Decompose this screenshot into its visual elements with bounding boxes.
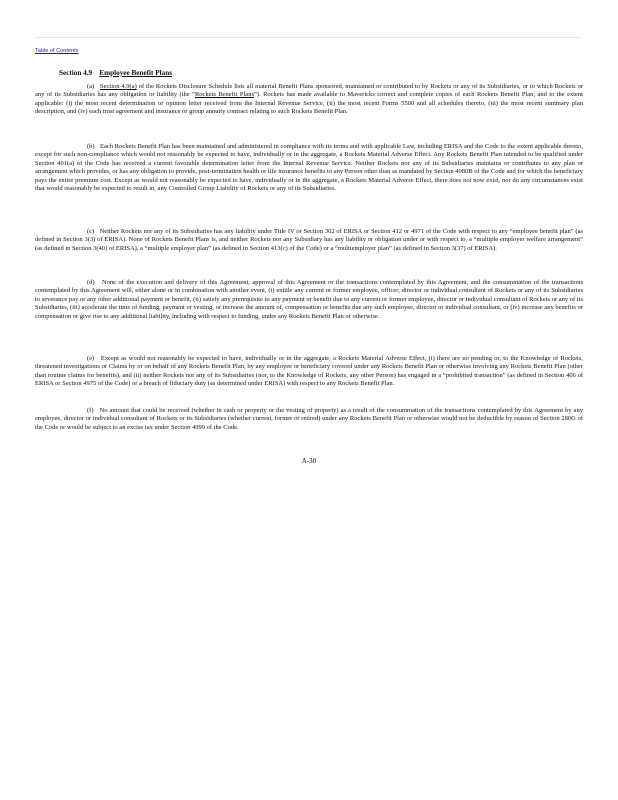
paragraph-a-label: (a)	[87, 83, 95, 90]
section-number: Section 4.9	[59, 69, 93, 77]
section-title: Employee Benefit Plans	[99, 69, 172, 77]
section-reference: Section 4.9(a)	[100, 83, 137, 90]
paragraph-d	[35, 279, 583, 321]
page-number: A-30	[301, 457, 317, 465]
paragraph-d-text: None of the execution and delivery of this Agreement, approval of this Agreement or the transactions contemplated by this Agreement, and the consummation of the transactions contemplated by this Agreement will, either alone or in combination with another event, (i) entitle any current or former employee, officer, director or individual consultant of Rockets or any of its Subsidiaries to severance pay or any other additional payment or benefit, (ii) satisfy any prerequisite to any payment or benefit due to any current or former employee, director or individual consultant of Rockets or any of its Subsidiaries, (iii) accelerate the time of funding, payment or vesting, or increase the amount of, compensation or benefits due any such employee, director or individual consultant, or (iv) increase any benefits or compensation or give rise to any additional liability, including with respect to funding, under any Rockets Benefit Plan or otherwise.	[35, 279, 584, 320]
paragraph-b-text: Each Rockets Benefit Plan has been maintained and administered in compliance with its terms and with applicable Law, including ERISA and the Code to the extent applicable thereto, except for such non-compliance which would not reasonably be expected to have, individually or in the aggregate, a Rockets Material Adverse Effect. Any Rockets Benefit Plan intended to be qualified under Section 401(a) of the Code has received a current favorable determination letter from the Internal Revenue Service. Neither Rockets nor any of its Subsidiaries maintains or contributes to any plan or arrangement which provides, or has any obligation to provide, post-termination health or life insurance benefits to any Person other than as mandated by Section 4980B of the Code and for which the beneficiary pays the entire premium cost. Except as would not reasonably be expected to have, individually or in the aggregate, a Rockets Material Adverse Effect, there does not now exist, nor do any circumstances exist that would reasonably be expected to result in, any Controlled Group Liability of Rockets or any of its Subsidiaries.	[35, 143, 583, 193]
paragraph-b-label: (b)	[87, 143, 95, 150]
paragraph-f-label: (f)	[87, 407, 94, 414]
section-heading	[59, 69, 172, 77]
paragraph-f-text: No amount that could be received (whether in cash or property or the vesting of property) as a result of the consummation of the transactions contemplated by this Agreement by any employee, director or individual consultant of Rockets or its Subsidiaries (whether current, former or retired) under any Rockets Benefit Plan or otherwise would not be deductible by reason of Section 280G of the Code or would be subject to an excise tax under Section 4999 of the Code.	[35, 407, 583, 431]
defined-term: Rockets Benefit Plans	[194, 91, 254, 99]
paragraph-e-label: (e)	[87, 355, 95, 362]
paragraph-b	[35, 143, 583, 193]
paragraph-e	[35, 355, 583, 389]
paragraph-a	[35, 83, 583, 117]
table-of-contents-link[interactable]: Table of Contents	[35, 48, 79, 54]
paragraph-c-text: Neither Rockets nor any of its Subsidiaries has any liability under Title IV or Section 302 of ERISA or Section 412 or 4971 of the Code with respect to any “employee benefit plan” (as defined in Section 3(3) of ERISA). None of Rockets Benefit Plans is, and neither Rockets nor any Subsidiary has any liability or obligation under or with respect to, a “multiple employer welfare arrangement” (as defined in Section 3(40) of ERISA), a “multiple employer plan” (as defined in Section 413(c) of the Code) or a “multiemployer plan” (as defined in Section 3(37) of ERISA).	[35, 228, 583, 252]
paragraph-a-text-2: ”). Rockets has made available to Mavericks correct and complete copies of each Rockets Benefit Plan, and to the extent applicable: (i) the most recent determination or opinion letter received from the Internal Revenue Service, (ii) the most recent Forms 5500 and all schedules thereto, (iii) the most recent summary plan description, and (iv) each trust agreement and insurance or group annuity contract relating to such Rockets Benefit Plan.	[35, 91, 583, 116]
paragraph-a-text-1: of the Rockets Disclosure Schedule lists all material Benefit Plans sponsored, maintained or contributed to by Rockets or any of its Subsidiaries, or to which Rockets or any of its Subsidiaries has any obligation or liability (the “	[35, 83, 584, 99]
paragraph-c-label: (c)	[87, 228, 95, 235]
top-divider	[34, 37, 582, 38]
paragraph-f	[35, 407, 583, 432]
paragraph-e-text: Except as would not reasonably be expected to have, individually or in the aggregate, a Rockets Material Adverse Effect, (i) there are no pending or, to the Knowledge of Rockets, threatened investigations or Claims by or on behalf of any Rockets Benefit Plan, by any employee or beneficiary covered under any Rockets Benefit Plan or otherwise involving any Rockets Benefit Plan (other than routine claims for benefits), and (ii) neither Rockets nor any of its Subsidiaries (nor, to the Knowledge of Rockets, any other Person) has engaged in a “prohibited transaction” (as defined in Section 406 of ERISA or Section 4975 of the Code) or a breach of fiduciary duty (as determined under ERISA) with respect to any Rockets Benefit Plan.	[35, 355, 584, 388]
paragraph-c	[35, 228, 583, 253]
paragraph-d-label: (d)	[87, 279, 95, 286]
